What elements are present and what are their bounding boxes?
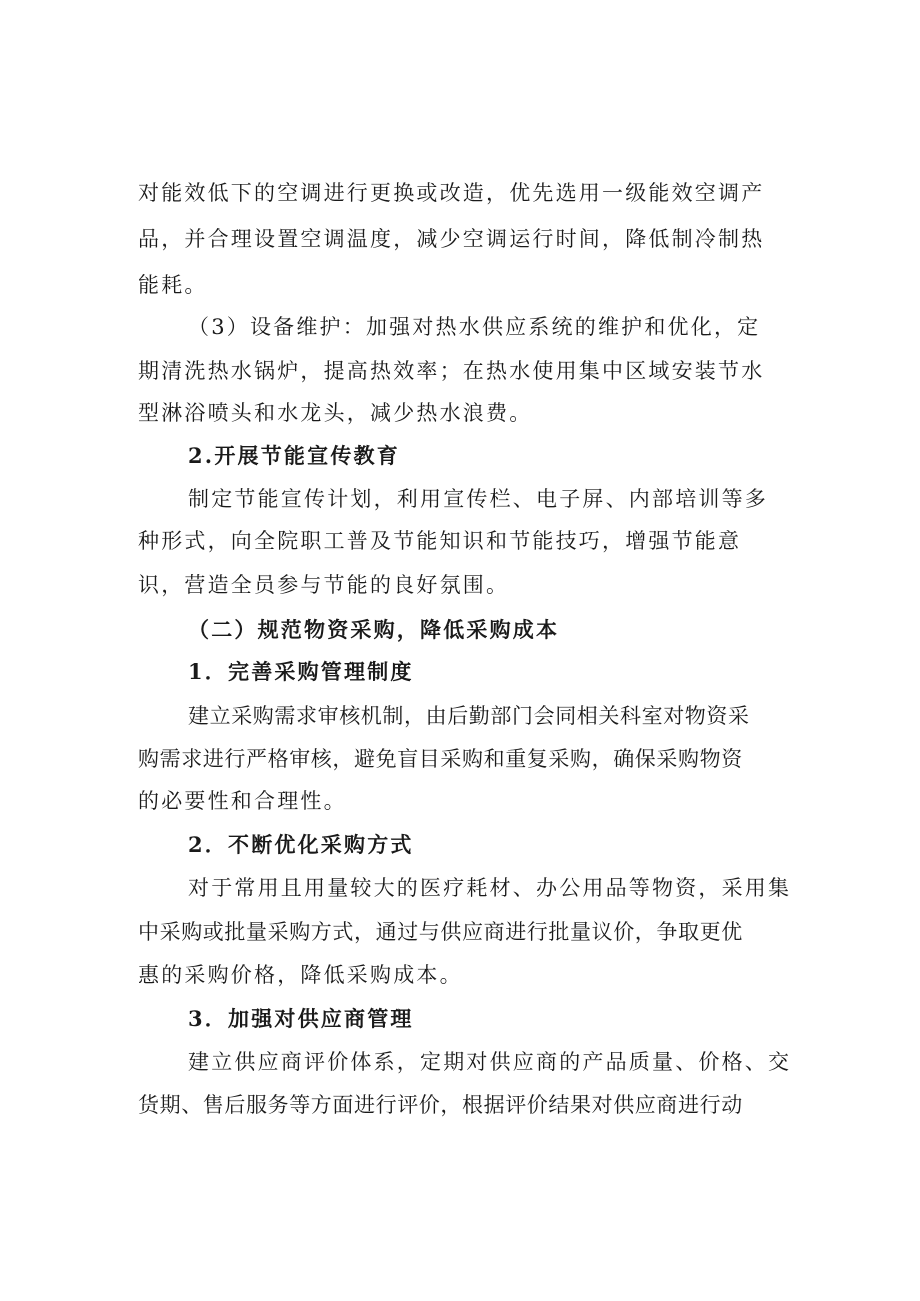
- body-text-line: 购需求进行严格审核，避免盲目采购和重复采购，确保采购物资: [138, 747, 743, 771]
- body-text-line: 种形式，向全院职工普及节能知识和节能技巧，增强节能意: [138, 529, 742, 553]
- section-heading: 2.开展节能宣传教育: [188, 443, 400, 468]
- body-text-line: 对能效低下的空调进行更换或改造，优先选用一级能效空调产: [138, 181, 765, 205]
- body-text-line: 建立供应商评价体系，定期对供应商的产品质量、价格、交: [188, 1050, 792, 1074]
- body-text-line: 能耗。: [138, 273, 208, 297]
- body-text-line: （3）设备维护：加强对热水供应系统的维护和优化，定: [188, 315, 761, 339]
- section-heading: （二）规范物资采购，降低采购成本: [188, 617, 560, 642]
- body-text-line: 识，营造全员参与节能的良好氛围。: [138, 573, 510, 597]
- body-text-line: 货期、售后服务等方面进行评价，根据评价结果对供应商进行动: [138, 1093, 743, 1117]
- body-text-line: 制定节能宣传计划，利用宣传栏、电子屏、内部培训等多: [188, 487, 768, 511]
- body-text-line: 对于常用且用量较大的医疗耗材、办公用品等物资，采用集: [188, 876, 792, 900]
- body-text-line: 建立采购需求审核机制，由后勤部门会同相关科室对物资采: [188, 704, 750, 728]
- subsection-heading: 3．加强对供应商管理: [188, 1006, 414, 1031]
- body-text-line: 型淋浴喷头和水龙头，减少热水浪费。: [138, 401, 533, 425]
- subsection-heading: 1．完善采购管理制度: [188, 659, 414, 684]
- body-text-line: 惠的采购价格，降低采购成本。: [138, 963, 463, 987]
- body-text-line: 品，并合理设置空调温度，减少空调运行时间，降低制冷制热: [138, 227, 765, 251]
- body-text-line: 的必要性和合理性。: [138, 789, 347, 813]
- body-text-line: 中采购或批量采购方式，通过与供应商进行批量议价，争取更优: [138, 920, 743, 944]
- subsection-heading: 2．不断优化采购方式: [188, 832, 414, 857]
- body-text-line: 期清洗热水锅炉，提高热效率；在热水使用集中区域安装节水: [138, 359, 765, 383]
